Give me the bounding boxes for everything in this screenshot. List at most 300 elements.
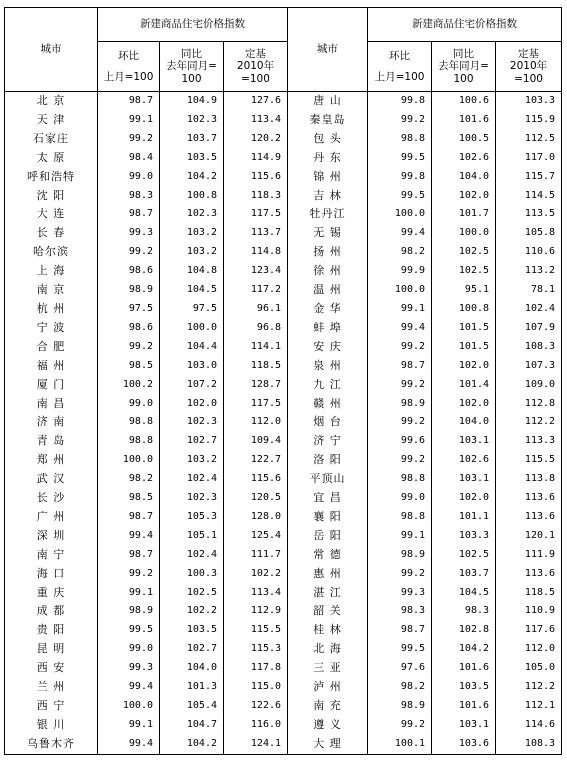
right-base-value: 113.2 (496, 262, 562, 281)
right-mom-value: 99.2 (368, 376, 432, 395)
left-yoy-value: 102.0 (160, 395, 224, 414)
left-base-value: 118.5 (224, 357, 288, 376)
table-row (5, 300, 562, 319)
left-yoy-value: 107.2 (160, 376, 224, 395)
left-city-name: 乌鲁木齐 (5, 735, 98, 754)
table-row (5, 281, 562, 300)
right-city-name: 韶 关 (288, 602, 368, 621)
index-group-header-right: 新建商品住宅价格指数 (368, 8, 562, 42)
left-mom-value: 99.4 (98, 678, 160, 697)
right-base-value: 114.5 (496, 187, 562, 206)
table-row (5, 395, 562, 414)
table-row (5, 546, 562, 565)
index-group-header-left: 新建商品住宅价格指数 (98, 8, 288, 42)
table-row (5, 584, 562, 603)
right-base-value: 107.3 (496, 357, 562, 376)
left-yoy-value: 102.4 (160, 470, 224, 489)
left-base-value: 117.8 (224, 659, 288, 678)
right-city-name: 三 亚 (288, 659, 368, 678)
left-city-name: 大 连 (5, 205, 98, 224)
left-base-value: 102.2 (224, 565, 288, 584)
right-mom-value: 98.7 (368, 621, 432, 640)
left-city-name: 贵 阳 (5, 621, 98, 640)
left-city-name: 福 州 (5, 357, 98, 376)
right-base-value: 110.9 (496, 602, 562, 621)
left-city-name: 南 京 (5, 281, 98, 300)
left-city-name: 西 宁 (5, 697, 98, 716)
left-yoy-value: 103.2 (160, 224, 224, 243)
right-yoy-value: 101.6 (432, 659, 496, 678)
right-mom-value: 99.5 (368, 149, 432, 168)
right-city-name: 遵 义 (288, 716, 368, 735)
left-base-value: 96.1 (224, 300, 288, 319)
right-mom-value: 99.2 (368, 565, 432, 584)
right-city-name: 常 德 (288, 546, 368, 565)
right-mom-value: 99.2 (368, 451, 432, 470)
left-mom-value: 98.9 (98, 281, 160, 300)
right-city-name: 济 宁 (288, 432, 368, 451)
left-city-name: 广 州 (5, 508, 98, 527)
left-mom-value: 99.2 (98, 130, 160, 149)
right-base-value: 115.7 (496, 168, 562, 187)
price-index-table (4, 7, 562, 755)
left-base-value: 96.8 (224, 319, 288, 338)
left-base-value: 112.0 (224, 413, 288, 432)
right-base-value: 115.5 (496, 451, 562, 470)
right-yoy-value: 102.0 (432, 187, 496, 206)
right-base-value: 112.2 (496, 678, 562, 697)
left-base-value: 124.1 (224, 735, 288, 754)
left-yoy-value: 102.7 (160, 640, 224, 659)
left-mom-value: 99.0 (98, 395, 160, 414)
left-yoy-value: 103.2 (160, 451, 224, 470)
right-city-name: 平顶山 (288, 470, 368, 489)
right-mom-value: 99.6 (368, 432, 432, 451)
right-base-value: 110.6 (496, 243, 562, 262)
right-mom-value: 98.2 (368, 678, 432, 697)
right-mom-value: 98.8 (368, 130, 432, 149)
right-yoy-value: 103.1 (432, 432, 496, 451)
left-yoy-value: 103.7 (160, 130, 224, 149)
left-city-name: 成 都 (5, 602, 98, 621)
table-row (5, 621, 562, 640)
left-mom-value: 98.8 (98, 432, 160, 451)
right-city-name: 包 头 (288, 130, 368, 149)
left-city-name: 兰 州 (5, 678, 98, 697)
right-mom-value: 99.1 (368, 300, 432, 319)
left-yoy-value: 104.2 (160, 735, 224, 754)
left-yoy-value: 103.2 (160, 243, 224, 262)
left-yoy-value: 105.4 (160, 697, 224, 716)
left-base-value: 117.2 (224, 281, 288, 300)
table-row (5, 319, 562, 338)
right-base-value: 112.1 (496, 697, 562, 716)
right-city-name: 洛 阳 (288, 451, 368, 470)
left-base-value: 114.8 (224, 243, 288, 262)
right-yoy-value: 102.5 (432, 546, 496, 565)
right-mom-value: 98.8 (368, 508, 432, 527)
right-base-value: 117.6 (496, 621, 562, 640)
left-base-value: 123.4 (224, 262, 288, 281)
left-city-name: 长 沙 (5, 489, 98, 508)
left-mom-value: 100.0 (98, 697, 160, 716)
right-yoy-value: 103.7 (432, 565, 496, 584)
left-city-name: 合 肥 (5, 338, 98, 357)
table-row (5, 716, 562, 735)
left-city-name: 南 宁 (5, 546, 98, 565)
right-mom-value: 98.8 (368, 470, 432, 489)
left-yoy-value: 102.7 (160, 432, 224, 451)
left-mom-value: 98.5 (98, 489, 160, 508)
table-row (5, 640, 562, 659)
right-city-name: 安 庆 (288, 338, 368, 357)
base-header-left: 定基 2010年 =100 (224, 42, 288, 92)
left-yoy-value: 104.5 (160, 281, 224, 300)
right-city-name: 南 充 (288, 697, 368, 716)
right-yoy-value: 95.1 (432, 281, 496, 300)
right-yoy-value: 100.6 (432, 92, 496, 111)
left-yoy-value: 104.0 (160, 659, 224, 678)
table-row (5, 432, 562, 451)
right-yoy-value: 103.5 (432, 678, 496, 697)
left-base-value: 113.4 (224, 111, 288, 130)
right-city-name: 烟 台 (288, 413, 368, 432)
table-row (5, 470, 562, 489)
left-yoy-value: 102.3 (160, 205, 224, 224)
right-city-name: 牡丹江 (288, 205, 368, 224)
right-yoy-value: 101.4 (432, 376, 496, 395)
right-city-name: 锦 州 (288, 168, 368, 187)
left-mom-value: 99.1 (98, 111, 160, 130)
right-yoy-value: 104.0 (432, 168, 496, 187)
left-yoy-value: 100.8 (160, 187, 224, 206)
left-base-value: 125.4 (224, 527, 288, 546)
left-yoy-value: 102.3 (160, 111, 224, 130)
left-base-value: 116.0 (224, 716, 288, 735)
left-base-value: 128.7 (224, 376, 288, 395)
left-yoy-value: 104.4 (160, 338, 224, 357)
left-mom-value: 99.4 (98, 527, 160, 546)
left-mom-value: 98.7 (98, 205, 160, 224)
left-mom-value: 98.4 (98, 149, 160, 168)
right-city-name: 岳 阳 (288, 527, 368, 546)
table-row (5, 224, 562, 243)
right-city-name: 泸 州 (288, 678, 368, 697)
right-mom-value: 99.2 (368, 111, 432, 130)
left-city-name: 南 昌 (5, 395, 98, 414)
right-city-name: 丹 东 (288, 149, 368, 168)
right-city-name: 桂 林 (288, 621, 368, 640)
right-mom-value: 100.0 (368, 205, 432, 224)
left-yoy-value: 102.2 (160, 602, 224, 621)
right-base-value: 112.5 (496, 130, 562, 149)
left-yoy-value: 105.1 (160, 527, 224, 546)
left-mom-value: 99.2 (98, 565, 160, 584)
right-mom-value: 99.5 (368, 640, 432, 659)
left-base-value: 115.0 (224, 678, 288, 697)
left-yoy-value: 103.5 (160, 149, 224, 168)
left-yoy-value: 103.0 (160, 357, 224, 376)
right-yoy-value: 101.6 (432, 697, 496, 716)
right-city-name: 徐 州 (288, 262, 368, 281)
left-mom-value: 100.0 (98, 451, 160, 470)
left-mom-value: 99.0 (98, 640, 160, 659)
right-base-value: 113.6 (496, 508, 562, 527)
right-yoy-value: 103.1 (432, 470, 496, 489)
right-city-name: 襄 阳 (288, 508, 368, 527)
right-base-value: 117.0 (496, 149, 562, 168)
table-row (5, 111, 562, 130)
right-base-value: 107.9 (496, 319, 562, 338)
right-city-name: 唐 山 (288, 92, 368, 111)
right-mom-value: 98.9 (368, 546, 432, 565)
left-mom-value: 98.8 (98, 413, 160, 432)
right-yoy-value: 101.6 (432, 111, 496, 130)
right-yoy-value: 101.1 (432, 508, 496, 527)
right-base-value: 105.8 (496, 224, 562, 243)
left-base-value: 118.3 (224, 187, 288, 206)
left-base-value: 120.2 (224, 130, 288, 149)
table-row (5, 489, 562, 508)
left-base-value: 115.6 (224, 168, 288, 187)
right-mom-value: 100.1 (368, 735, 432, 754)
left-base-value: 117.5 (224, 395, 288, 414)
left-yoy-value: 103.5 (160, 621, 224, 640)
left-base-value: 113.7 (224, 224, 288, 243)
right-mom-value: 99.2 (368, 716, 432, 735)
left-yoy-value: 102.3 (160, 489, 224, 508)
right-city-name: 赣 州 (288, 395, 368, 414)
right-city-name: 吉 林 (288, 187, 368, 206)
left-yoy-value: 102.5 (160, 584, 224, 603)
right-base-value: 108.3 (496, 338, 562, 357)
table-row (5, 243, 562, 262)
right-yoy-value: 102.5 (432, 262, 496, 281)
table-row (5, 508, 562, 527)
left-city-name: 长 春 (5, 224, 98, 243)
table-row (5, 92, 562, 111)
left-mom-value: 98.5 (98, 357, 160, 376)
right-city-name: 扬 州 (288, 243, 368, 262)
right-base-value: 111.9 (496, 546, 562, 565)
right-base-value: 112.8 (496, 395, 562, 414)
right-yoy-value: 103.6 (432, 735, 496, 754)
right-yoy-value: 102.5 (432, 243, 496, 262)
left-base-value: 109.4 (224, 432, 288, 451)
left-mom-value: 100.2 (98, 376, 160, 395)
right-base-value: 115.9 (496, 111, 562, 130)
left-mom-value: 98.6 (98, 319, 160, 338)
right-base-value: 113.8 (496, 470, 562, 489)
right-base-value: 113.6 (496, 565, 562, 584)
right-base-value: 109.0 (496, 376, 562, 395)
left-base-value: 122.6 (224, 697, 288, 716)
left-base-value: 127.6 (224, 92, 288, 111)
right-yoy-value: 104.2 (432, 640, 496, 659)
right-yoy-value: 98.3 (432, 602, 496, 621)
left-city-name: 宁 波 (5, 319, 98, 338)
base-header-right: 定基 2010年 =100 (496, 42, 562, 92)
table-row (5, 565, 562, 584)
table-row (5, 130, 562, 149)
right-base-value: 120.1 (496, 527, 562, 546)
table-row (5, 357, 562, 376)
right-city-name: 九 江 (288, 376, 368, 395)
left-city-name: 武 汉 (5, 470, 98, 489)
left-city-name: 上 海 (5, 262, 98, 281)
left-city-name: 西 安 (5, 659, 98, 678)
table-row (5, 149, 562, 168)
left-yoy-value: 104.8 (160, 262, 224, 281)
right-base-value: 112.2 (496, 413, 562, 432)
left-mom-value: 98.7 (98, 508, 160, 527)
right-mom-value: 99.1 (368, 527, 432, 546)
left-city-name: 北 京 (5, 92, 98, 111)
left-city-name: 哈尔滨 (5, 243, 98, 262)
right-base-value: 118.5 (496, 584, 562, 603)
right-base-value: 108.3 (496, 735, 562, 754)
right-mom-value: 99.9 (368, 262, 432, 281)
right-base-value: 105.0 (496, 659, 562, 678)
right-yoy-value: 102.6 (432, 451, 496, 470)
left-mom-value: 98.3 (98, 187, 160, 206)
right-mom-value: 100.0 (368, 281, 432, 300)
left-yoy-value: 97.5 (160, 300, 224, 319)
right-city-name: 蚌 埠 (288, 319, 368, 338)
right-yoy-value: 100.0 (432, 224, 496, 243)
right-base-value: 112.0 (496, 640, 562, 659)
left-mom-value: 97.5 (98, 300, 160, 319)
right-yoy-value: 104.0 (432, 413, 496, 432)
right-base-value: 114.6 (496, 716, 562, 735)
right-mom-value: 99.0 (368, 489, 432, 508)
left-base-value: 120.5 (224, 489, 288, 508)
left-base-value: 115.6 (224, 470, 288, 489)
left-city-name: 郑 州 (5, 451, 98, 470)
city-header-right: 城市 (288, 8, 368, 92)
right-base-value: 102.4 (496, 300, 562, 319)
left-mom-value: 98.9 (98, 602, 160, 621)
right-base-value: 78.1 (496, 281, 562, 300)
right-city-name: 金 华 (288, 300, 368, 319)
right-yoy-value: 102.0 (432, 357, 496, 376)
right-yoy-value: 101.5 (432, 338, 496, 357)
right-yoy-value: 103.3 (432, 527, 496, 546)
right-yoy-value: 101.5 (432, 319, 496, 338)
left-base-value: 114.1 (224, 338, 288, 357)
right-mom-value: 99.8 (368, 92, 432, 111)
left-mom-value: 99.2 (98, 243, 160, 262)
right-city-name: 湛 江 (288, 584, 368, 603)
right-base-value: 113.6 (496, 489, 562, 508)
left-city-name: 重 庆 (5, 584, 98, 603)
right-city-name: 泉 州 (288, 357, 368, 376)
right-mom-value: 97.6 (368, 659, 432, 678)
left-yoy-value: 102.4 (160, 546, 224, 565)
left-city-name: 沈 阳 (5, 187, 98, 206)
table-body (5, 92, 562, 755)
left-mom-value: 98.7 (98, 546, 160, 565)
table-row (5, 413, 562, 432)
yoy-header-left: 同比 去年同月= 100 (160, 42, 224, 92)
right-yoy-value: 102.0 (432, 395, 496, 414)
table-row (5, 376, 562, 395)
left-city-name: 石家庄 (5, 130, 98, 149)
table-row (5, 678, 562, 697)
left-mom-value: 99.3 (98, 659, 160, 678)
right-city-name: 宜 昌 (288, 489, 368, 508)
table-row (5, 168, 562, 187)
right-city-name: 无 锡 (288, 224, 368, 243)
left-city-name: 济 南 (5, 413, 98, 432)
left-base-value: 128.0 (224, 508, 288, 527)
left-mom-value: 99.5 (98, 621, 160, 640)
right-yoy-value: 100.8 (432, 300, 496, 319)
left-mom-value: 99.1 (98, 716, 160, 735)
right-yoy-value: 102.6 (432, 149, 496, 168)
left-mom-value: 99.1 (98, 584, 160, 603)
table-row (5, 602, 562, 621)
left-city-name: 昆 明 (5, 640, 98, 659)
left-base-value: 117.5 (224, 205, 288, 224)
right-mom-value: 99.4 (368, 319, 432, 338)
right-mom-value: 99.5 (368, 187, 432, 206)
right-yoy-value: 102.8 (432, 621, 496, 640)
left-base-value: 111.7 (224, 546, 288, 565)
table-row (5, 451, 562, 470)
table-row (5, 205, 562, 224)
left-base-value: 112.9 (224, 602, 288, 621)
right-base-value: 103.3 (496, 92, 562, 111)
left-yoy-value: 100.3 (160, 565, 224, 584)
left-city-name: 深 圳 (5, 527, 98, 546)
right-base-value: 113.3 (496, 432, 562, 451)
right-city-name: 大 理 (288, 735, 368, 754)
right-mom-value: 99.2 (368, 338, 432, 357)
left-city-name: 银 川 (5, 716, 98, 735)
right-yoy-value: 102.0 (432, 489, 496, 508)
right-mom-value: 99.2 (368, 413, 432, 432)
right-yoy-value: 100.5 (432, 130, 496, 149)
left-yoy-value: 100.0 (160, 319, 224, 338)
left-mom-value: 99.4 (98, 735, 160, 754)
left-base-value: 115.5 (224, 621, 288, 640)
right-base-value: 113.5 (496, 205, 562, 224)
right-city-name: 温 州 (288, 281, 368, 300)
table-row (5, 659, 562, 678)
right-mom-value: 99.4 (368, 224, 432, 243)
left-city-name: 杭 州 (5, 300, 98, 319)
city-header-left: 城市 (5, 8, 98, 92)
left-mom-value: 98.6 (98, 262, 160, 281)
left-mom-value: 98.7 (98, 92, 160, 111)
left-city-name: 青 岛 (5, 432, 98, 451)
left-mom-value: 99.3 (98, 224, 160, 243)
right-mom-value: 98.9 (368, 697, 432, 716)
table-row (5, 527, 562, 546)
table-row (5, 338, 562, 357)
left-mom-value: 98.2 (98, 470, 160, 489)
left-yoy-value: 105.3 (160, 508, 224, 527)
left-base-value: 114.9 (224, 149, 288, 168)
right-mom-value: 99.3 (368, 584, 432, 603)
left-city-name: 呼和浩特 (5, 168, 98, 187)
left-yoy-value: 101.3 (160, 678, 224, 697)
table-row (5, 187, 562, 206)
right-yoy-value: 104.5 (432, 584, 496, 603)
left-yoy-value: 104.2 (160, 168, 224, 187)
right-mom-value: 99.8 (368, 168, 432, 187)
